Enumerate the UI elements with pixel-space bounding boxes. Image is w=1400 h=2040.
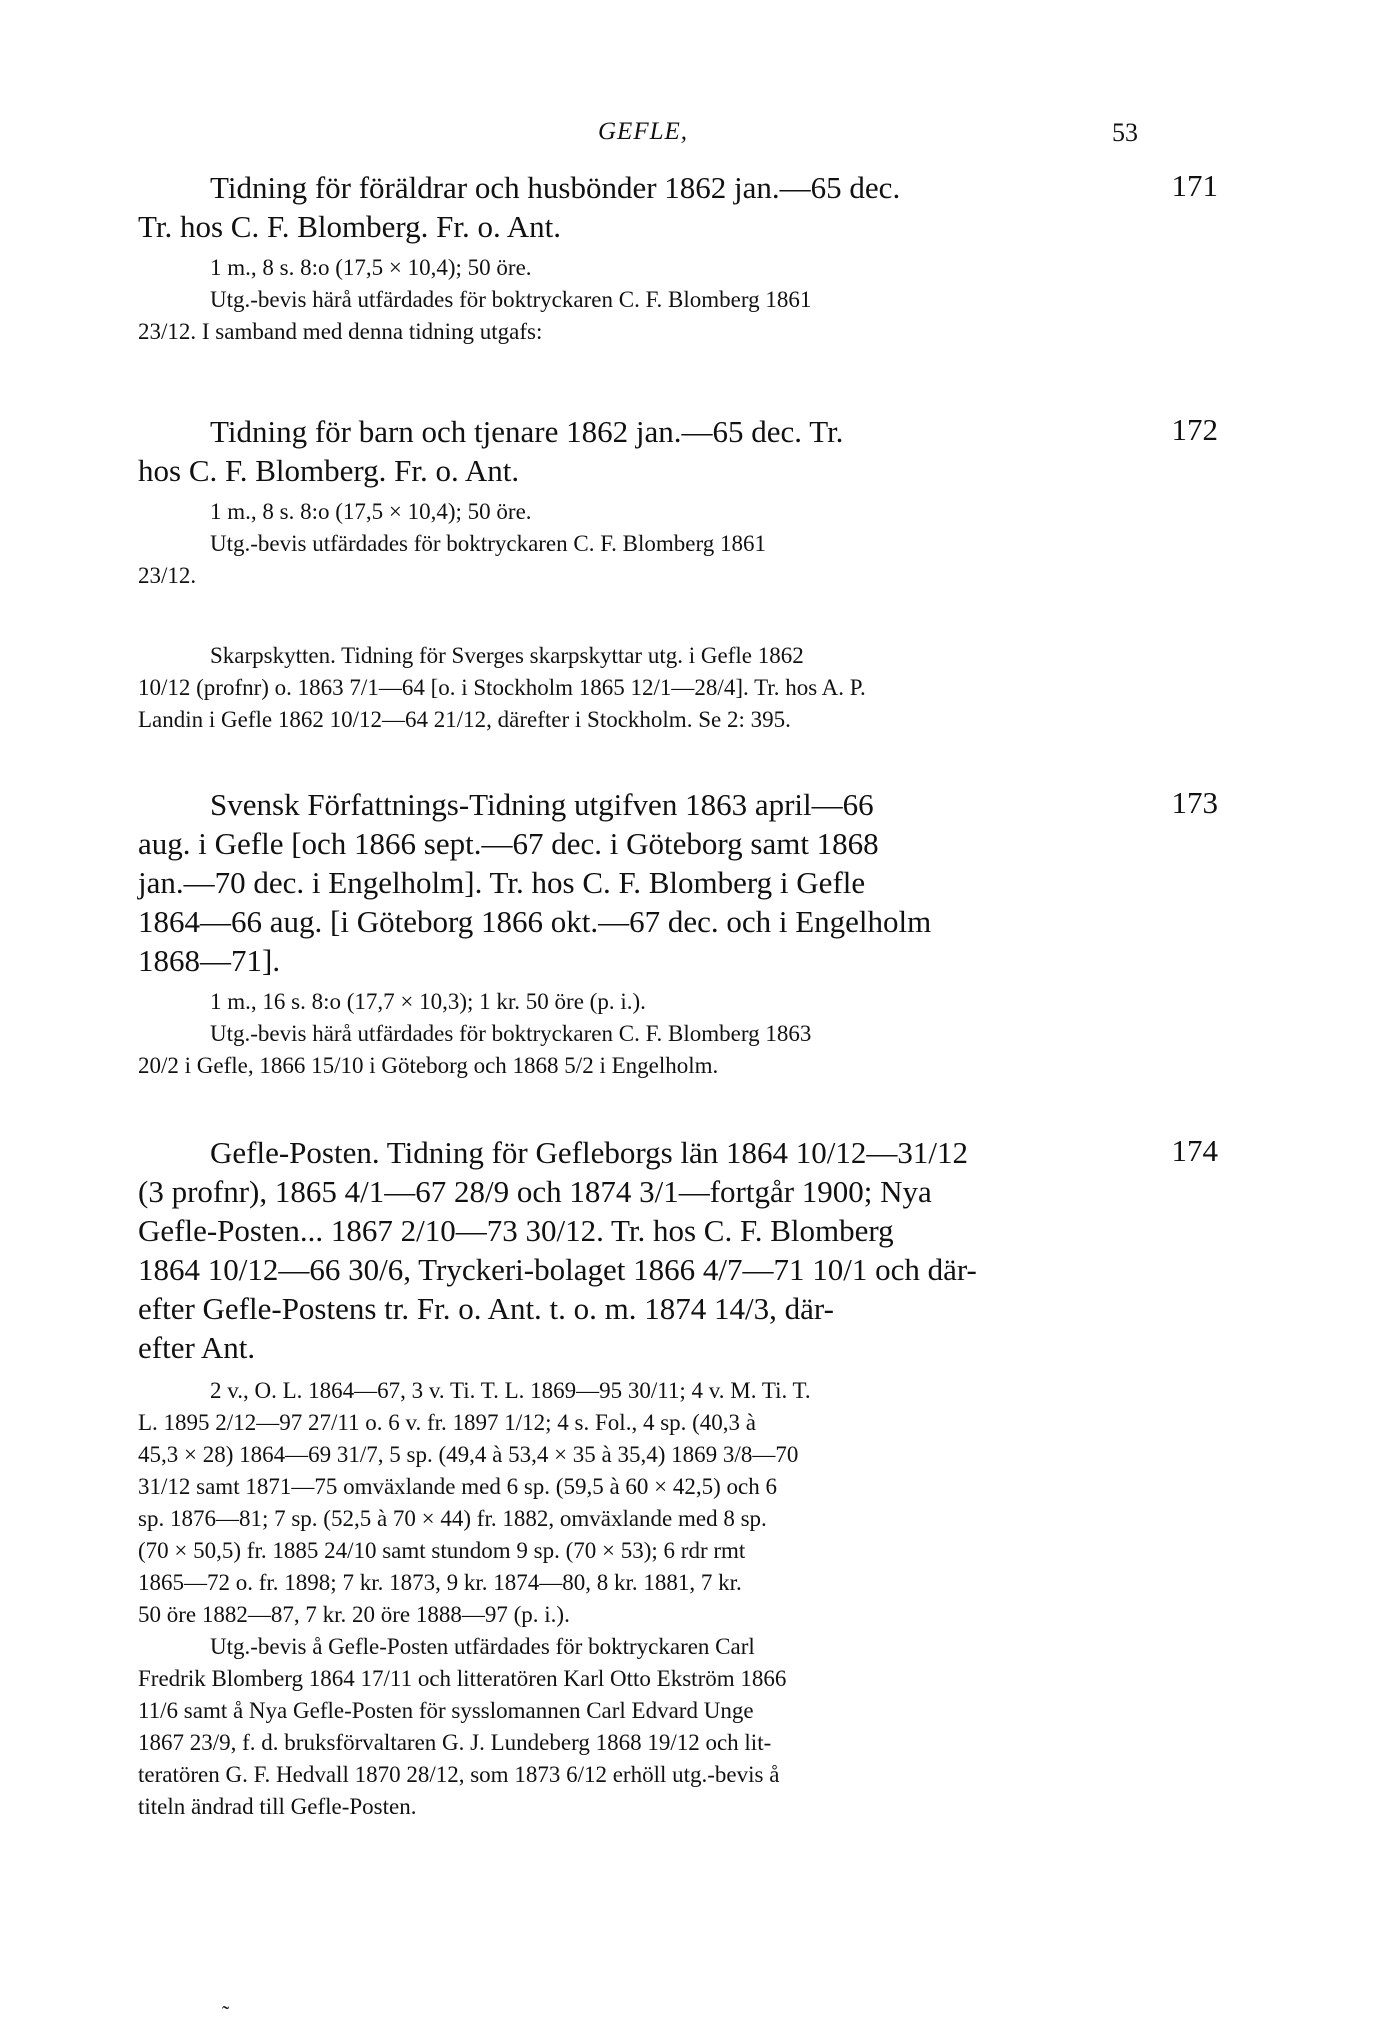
entry-detail: 11/6 samt å Nya Gefle-Posten för sysslomannen Carl Edvard Unge bbox=[138, 1698, 754, 1723]
entry-number: 174 bbox=[1171, 1133, 1218, 1168]
entry-number: 171 bbox=[1171, 168, 1218, 203]
entry-detail: 2 v., O. L. 1864—67, 3 v. Ti. T. L. 1869—95 30/11; 4 v. M. Ti. T. bbox=[210, 1378, 811, 1403]
entry-title-line: Tidning för föräldrar och husbönder 1862 jan.—65 dec. bbox=[210, 170, 901, 205]
entry-number: 173 bbox=[1171, 785, 1218, 820]
entry-171 bbox=[138, 168, 1218, 348]
entry-detail: Landin i Gefle 1862 10/12—64 21/12, därefter i Stockholm. Se 2: 395. bbox=[138, 707, 791, 732]
entry-174 bbox=[138, 1133, 1218, 1823]
entry-detail: 20/2 i Gefle, 1866 15/10 i Göteborg och 1868 5/2 i Engelholm. bbox=[138, 1053, 719, 1078]
entry-title-line: jan.—70 dec. i Engelholm]. Tr. hos C. F. Blomberg i Gefle bbox=[138, 865, 866, 900]
entry-detail: titeln ändrad till Gefle-Posten. bbox=[138, 1794, 417, 1819]
entry-title-line: aug. i Gefle [och 1866 sept.—67 dec. i Göteborg samt 1868 bbox=[138, 826, 879, 861]
entry-detail: Utg.-bevis härå utfärdades för boktryckaren C. F. Blomberg 1861 bbox=[210, 287, 812, 312]
running-title: GEFLE, bbox=[598, 118, 689, 145]
entry-title-line: Gefle-Posten... 1867 2/10—73 30/12. Tr. hos C. F. Blomberg bbox=[138, 1213, 894, 1248]
entry-detail: 1 m., 8 s. 8:o (17,5 × 10,4); 50 öre. bbox=[210, 499, 532, 524]
page-header bbox=[138, 118, 1138, 148]
page-number: 53 bbox=[1112, 118, 1138, 147]
entry-detail: 1 m., 8 s. 8:o (17,5 × 10,4); 50 öre. bbox=[210, 255, 532, 280]
entry-detail: Fredrik Blomberg 1864 17/11 och litteratören Karl Otto Ekström 1866 bbox=[138, 1666, 787, 1691]
entry-detail: 23/12. bbox=[138, 563, 197, 588]
entry-title-line: Gefle-Posten. Tidning för Gefleborgs län 1864 10/12—31/12 bbox=[210, 1135, 969, 1170]
entry-title-line: 1868—71]. bbox=[138, 943, 281, 978]
entry-detail: 1 m., 16 s. 8:o (17,7 × 10,3); 1 kr. 50 öre (p. i.). bbox=[210, 989, 646, 1014]
entry-title-line: Svensk Författnings-Tidning utgifven 1863 april—66 bbox=[210, 787, 874, 822]
stray-mark: ˷ bbox=[222, 1985, 230, 2010]
entry-detail: sp. 1876—81; 7 sp. (52,5 à 70 × 44) fr. 1882, omväxlande med 8 sp. bbox=[138, 1506, 767, 1531]
entry-detail: Skarpskytten. Tidning för Sverges skarpskyttar utg. i Gefle 1862 bbox=[210, 643, 804, 668]
entry-detail: 45,3 × 28) 1864—69 31/7, 5 sp. (49,4 à 53,4 × 35 à 35,4) 1869 3/8—70 bbox=[138, 1442, 799, 1467]
entry-title-line: Tr. hos C. F. Blomberg. Fr. o. Ant. bbox=[138, 209, 562, 244]
entry-detail: Utg.-bevis härå utfärdades för boktryckaren C. F. Blomberg 1863 bbox=[210, 1021, 812, 1046]
entry-detail: L. 1895 2/12—97 27/11 o. 6 v. fr. 1897 1/12; 4 s. Fol., 4 sp. (40,3 à bbox=[138, 1410, 757, 1435]
entry-detail: 23/12. I samband med denna tidning utgafs: bbox=[138, 319, 543, 344]
entry-title-line: 1864—66 aug. [i Göteborg 1866 okt.—67 dec. och i Engelholm bbox=[138, 904, 932, 939]
entry-detail: 50 öre 1882—87, 7 kr. 20 öre 1888—97 (p. i.). bbox=[138, 1602, 570, 1627]
entry-detail: 1865—72 o. fr. 1898; 7 kr. 1873, 9 kr. 1874—80, 8 kr. 1881, 7 kr. bbox=[138, 1570, 742, 1595]
entry-detail: (70 × 50,5) fr. 1885 24/10 samt stundom 9 sp. (70 × 53); 6 rdr rmt bbox=[138, 1538, 746, 1563]
entry-detail: Utg.-bevis å Gefle-Posten utfärdades för boktryckaren Carl bbox=[210, 1634, 755, 1659]
entry-detail: Utg.-bevis utfärdades för boktryckaren C. F. Blomberg 1861 bbox=[210, 531, 767, 556]
entry-173 bbox=[138, 785, 1218, 1082]
entry-title-line: efter Ant. bbox=[138, 1330, 256, 1365]
entry-172 bbox=[138, 412, 1218, 592]
entry-detail: teratören G. F. Hedvall 1870 28/12, som 1873 6/12 erhöll utg.-bevis å bbox=[138, 1762, 780, 1787]
entry-title-line: (3 profnr), 1865 4/1—67 28/9 och 1874 3/1—fortgår 1900; Nya bbox=[138, 1174, 932, 1209]
entry-number: 172 bbox=[1171, 412, 1218, 447]
entry-title-line: efter Gefle-Postens tr. Fr. o. Ant. t. o. m. 1874 14/3, där- bbox=[138, 1291, 834, 1326]
entry-detail: 1867 23/9, f. d. bruksförvaltaren G. J. Lundeberg 1868 19/12 och lit- bbox=[138, 1730, 772, 1755]
entry-title-line: Tidning för barn och tjenare 1862 jan.—65 dec. Tr. bbox=[210, 414, 844, 449]
entry-detail: 10/12 (profnr) o. 1863 7/1—64 [o. i Stockholm 1865 12/1—28/4]. Tr. hos A. P. bbox=[138, 675, 866, 700]
entry-detail: 31/12 samt 1871—75 omväxlande med 6 sp. (59,5 à 60 × 42,5) och 6 bbox=[138, 1474, 777, 1499]
entry-skarpskytten bbox=[138, 640, 1138, 736]
entry-title-line: hos C. F. Blomberg. Fr. o. Ant. bbox=[138, 453, 520, 488]
entry-title-line: 1864 10/12—66 30/6, Tryckeri-bolaget 1866 4/7—71 10/1 och där- bbox=[138, 1252, 977, 1287]
